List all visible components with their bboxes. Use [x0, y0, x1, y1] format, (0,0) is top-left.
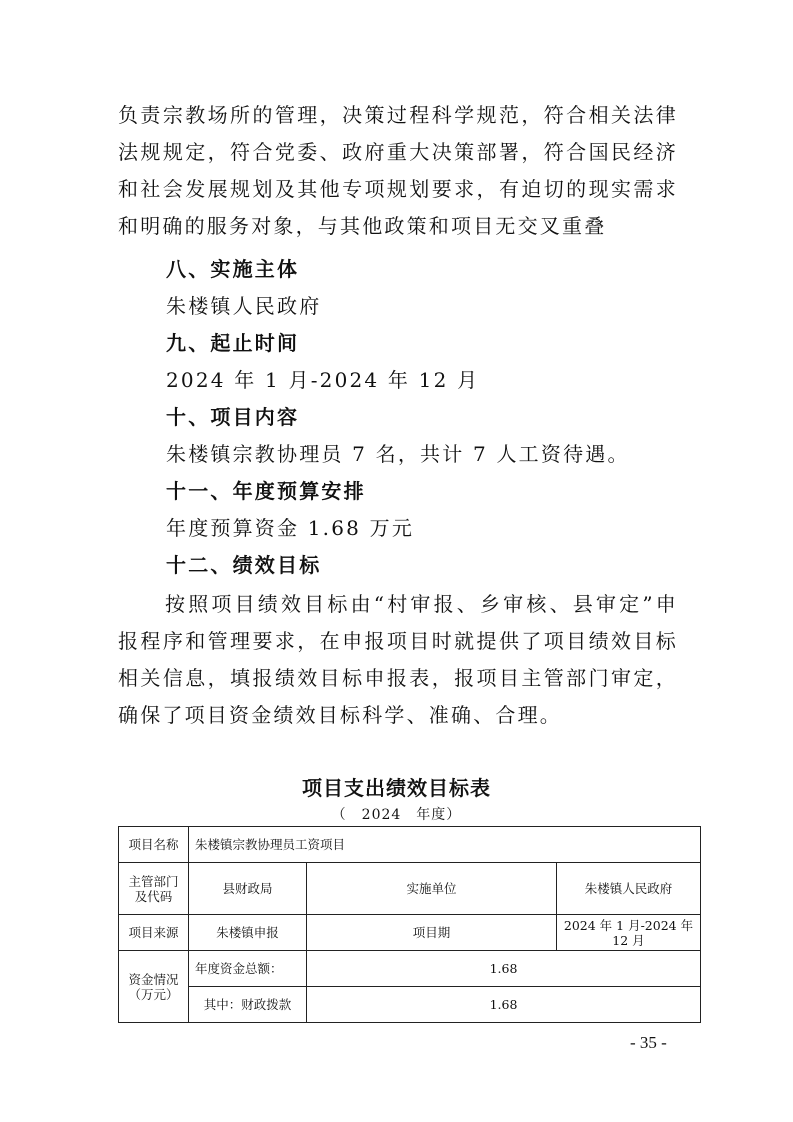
section-heading-targets: 十二、绩效目标 — [166, 553, 322, 577]
total-value: 1.68 — [307, 951, 701, 987]
section-content-content: 朱楼镇宗教协理员 7 名，共计 7 人工资待遇。 — [166, 442, 630, 466]
table-title: 项目支出绩效目标表 — [302, 776, 491, 800]
funds-label: 资金情况（万元） — [119, 951, 189, 1023]
page-number: - 35 - — [630, 1033, 667, 1052]
table-row — [119, 915, 701, 951]
impl-value: 朱楼镇人民政府 — [557, 863, 701, 915]
table-row — [119, 827, 701, 863]
section-content-targets: 按照项目绩效目标由“村审报、乡审核、县审定”申报程序和管理要求，在申报项目时就提供了项目绩效目标相关信息，填报绩效目标申报表，报项目主管部门审定，确保了项目资金绩效目标科学、准确、合理。 — [118, 592, 678, 727]
fiscal-label: 其中：财政拨款 — [189, 987, 307, 1023]
section-heading-budget: 十一、年度预算安排 — [166, 479, 366, 503]
table-row — [119, 987, 701, 1023]
section-content-budget: 年度预算资金 1.68 万元 — [166, 516, 415, 540]
intro-paragraph: 负责宗教场所的管理，决策过程科学规范，符合相关法律法规规定，符合党委、政府重大决策部署，符合国民经济和社会发展规划及其他专项规划要求，有迫切的现实需求和明确的服务对象，与其他政策和项目无交叉重叠 — [118, 103, 678, 238]
source-label: 项目来源 — [119, 915, 189, 951]
section-heading-implementer: 八、实施主体 — [166, 257, 300, 281]
dept-value: 县财政局 — [189, 863, 307, 915]
table-row — [119, 951, 701, 987]
period-value: 2024 年 1 月-2024 年 12 月 — [557, 915, 701, 951]
performance-target-table — [118, 826, 701, 1023]
table-row — [119, 863, 701, 915]
project-name-label: 项目名称 — [119, 827, 189, 863]
total-label: 年度资金总额： — [189, 951, 307, 987]
project-name-value: 朱楼镇宗教协理员工资项目 — [189, 827, 701, 863]
impl-label: 实施单位 — [307, 863, 557, 915]
source-value: 朱楼镇申报 — [189, 915, 307, 951]
section-heading-content: 十、项目内容 — [166, 405, 300, 429]
period-label: 项目期 — [307, 915, 557, 951]
fiscal-value: 1.68 — [307, 987, 701, 1023]
section-heading-period: 九、起止时间 — [166, 331, 300, 355]
section-content-period: 2024 年 1 月-2024 年 12 月 — [166, 368, 480, 392]
dept-label: 主管部门及代码 — [119, 863, 189, 915]
table-subtitle: （ 2024 年度） — [331, 807, 462, 823]
section-content-implementer: 朱楼镇人民政府 — [166, 294, 322, 318]
